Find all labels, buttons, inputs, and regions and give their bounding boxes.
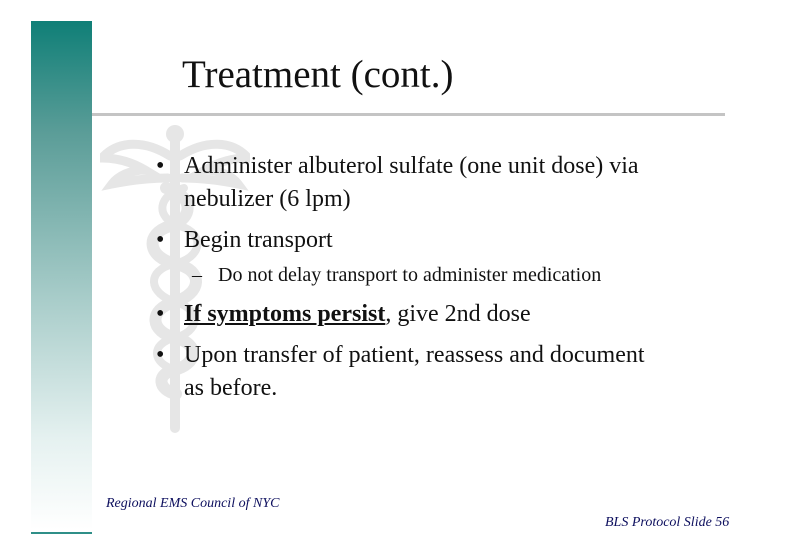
title-divider [92,113,725,116]
bullet-text-continuation: as before. [184,375,278,401]
emphasized-text: If symptoms persist [184,301,386,327]
bullet-marker: • [156,227,165,253]
footer-organization: Regional EMS Council of NYC [106,496,280,511]
footer-slide-number: BLS Protocol Slide 56 [605,515,730,530]
bullet-text [184,298,531,330]
bullet-text: Upon transfer of patient, reassess and document [184,342,645,368]
slide-title: Treatment (cont.) [182,53,454,96]
bullet-marker: • [156,342,165,368]
accent-bottom-rule [31,532,92,534]
sub-bullet-marker: – [192,264,202,286]
sub-bullet-text: Do not delay transport to administer medication [218,264,602,286]
bullet-text-rest: , give 2nd dose [385,301,531,327]
bullet-text-continuation: nebulizer (6 lpm) [184,186,351,212]
bullet-text: Begin transport [184,227,333,253]
accent-sidebar-bar [31,21,92,530]
bullet-marker: • [156,153,165,179]
bullet-marker: • [156,301,165,327]
bullet-text: Administer albuterol sulfate (one unit dose) via [184,153,639,179]
